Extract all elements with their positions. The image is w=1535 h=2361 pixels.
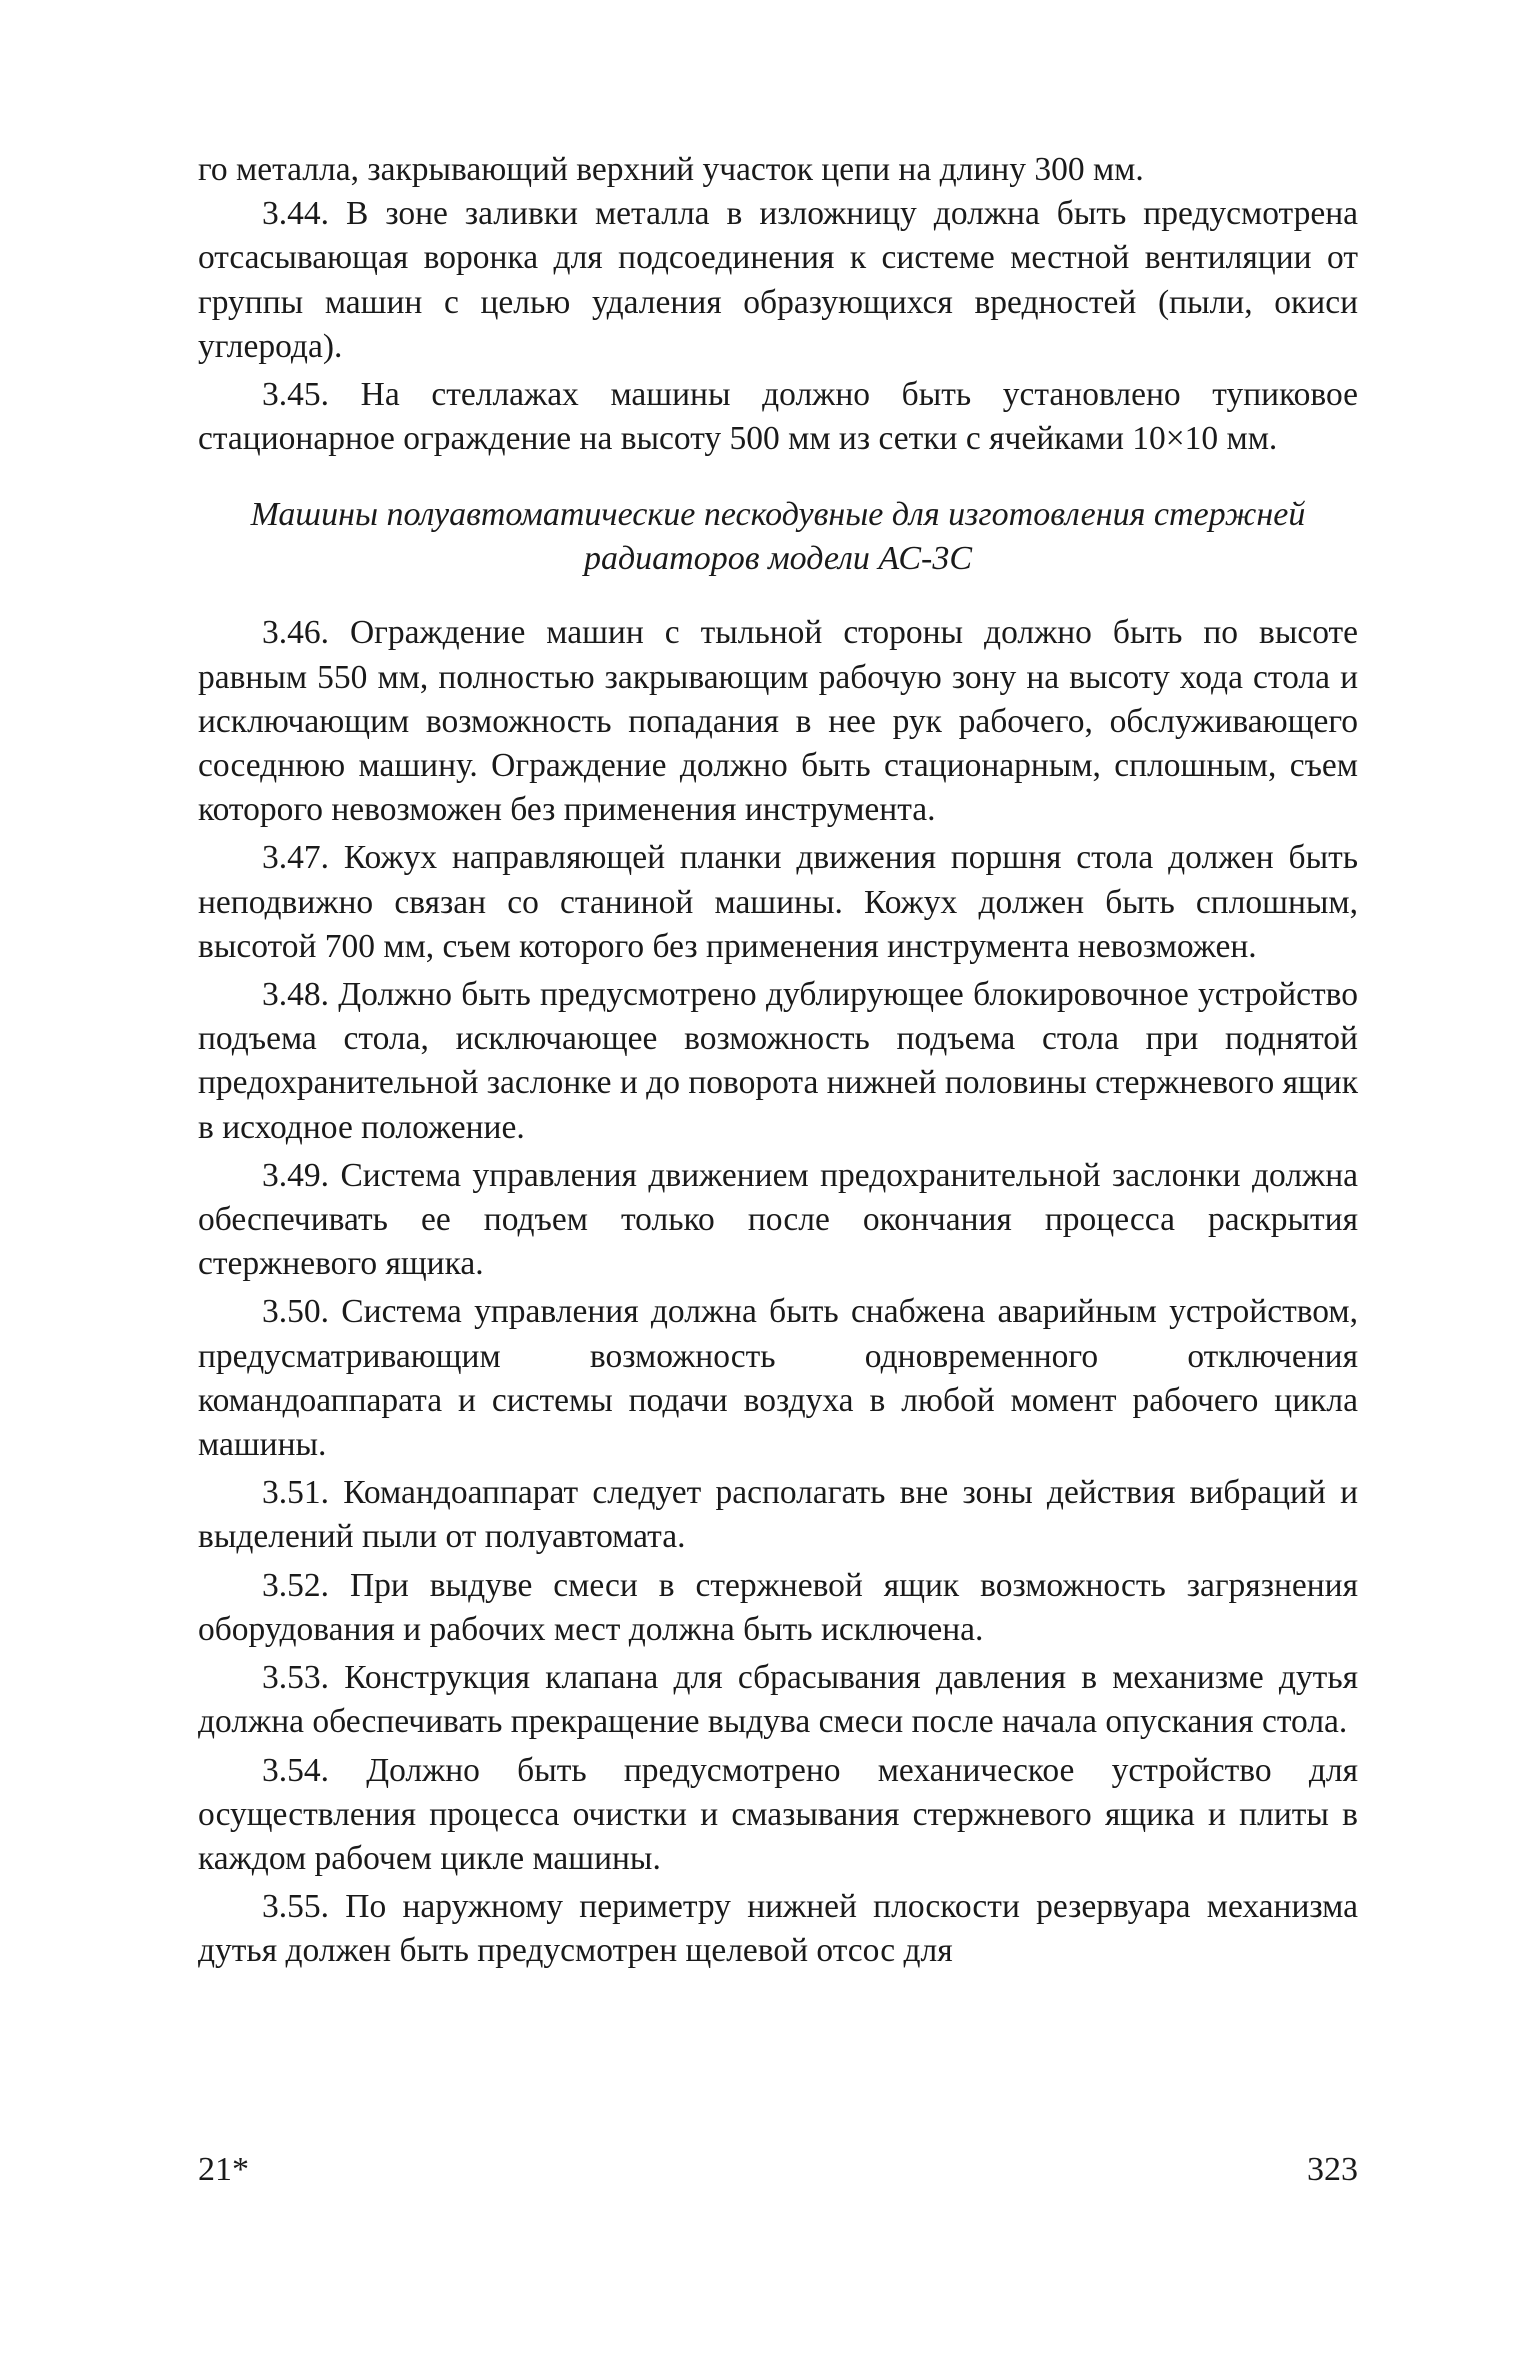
- paragraph-number: 3.50.: [262, 1293, 329, 1331]
- paragraph-3-53: [198, 1656, 1358, 1744]
- paragraph-text: Кожух направляющей планки движения поршня стола должен быть неподвижно связан со станиной машины. Кожух должен быть сплошным, высотой 700 мм, съем которого без применения инструмента невозможен.: [198, 839, 1358, 965]
- paragraph-text: Должно быть предусмотрено дублирующее блокировочное устройство подъема стола, исключающее возможность подъема стола при поднятой предохранительной заслонке и до поворота нижней половины стержневого ящик в исходное положение.: [198, 976, 1358, 1146]
- paragraph-number: 3.44.: [262, 195, 329, 233]
- paragraph-3-49: [198, 1154, 1358, 1287]
- paragraph-number: 3.51.: [262, 1474, 329, 1512]
- paragraph-3-51: [198, 1471, 1358, 1559]
- paragraph-3-55: [198, 1885, 1358, 1973]
- paragraph-text: Должно быть предусмотрено механическое устройство для осуществления процесса очистки и смазывания стержневого ящика и плиты в каждом рабочем цикле машины.: [198, 1751, 1358, 1877]
- paragraph-number: 3.55.: [262, 1888, 329, 1926]
- paragraph-3-47: [198, 836, 1358, 969]
- page-number: 323: [1307, 2151, 1358, 2188]
- paragraph-number: 3.48.: [262, 976, 329, 1014]
- paragraph-number: 3.47.: [262, 839, 329, 877]
- signature-mark: 21*: [198, 2151, 249, 2188]
- paragraph-text: Командоаппарат следует располагать вне зоны действия вибраций и выделений пыли от полуавтомата.: [198, 1474, 1359, 1556]
- continuation-paragraph: го металла, закрывающий верхний участок цепи на длину 300 мм.: [198, 151, 1144, 188]
- paragraph-3-54: [198, 1749, 1358, 1882]
- paragraph-3-44: [198, 192, 1358, 369]
- paragraph-text: В зоне заливки металла в изложницу должна быть предусмотрена отсасывающая воронка для подсоединения к системе местной вентиляции от группы машин с целью удаления образующихся вредностей (пыли, окиси углерода).: [198, 195, 1359, 365]
- paragraph-number: 3.53.: [262, 1659, 329, 1697]
- paragraph-text: При выдуве смеси в стержневой ящик возможность загрязнения оборудования и рабочих мест должна быть исключена.: [198, 1566, 1359, 1648]
- paragraph-3-45: [198, 373, 1358, 461]
- document-page: [198, 148, 1358, 1978]
- paragraph-3-52: [198, 1564, 1358, 1652]
- paragraph-number: 3.45.: [262, 376, 329, 414]
- paragraph-text: Ограждение машин с тыльной стороны должно быть по высоте равным 550 мм, полностью закрывающим рабочую зону на высоту хода стола и исключающим возможность попадания в нее рук рабочего, обслуживающего соседнюю машину. Ограждение должно быть стационарным, сплошным, съем которого невозможен без применения инструмента.: [198, 614, 1359, 829]
- paragraph-3-48: [198, 973, 1358, 1150]
- paragraph-3-46: [198, 611, 1358, 832]
- paragraph-text: Система управления должна быть снабжена аварийным устройством, предусматривающим возможность одновременного отключения командоаппарата и системы подачи воздуха в любой момент рабочего цикла машины.: [198, 1293, 1358, 1464]
- paragraph-text: На стеллажах машины должно быть установлено тупиковое стационарное ограждение на высоту 500 мм из сетки с ячейками 10×10 мм.: [198, 376, 1359, 458]
- paragraph-number: 3.46.: [262, 614, 329, 652]
- paragraph-text: Система управления движением предохранительной заслонки должна обеспечивать ее подъем только после окончания процесса раскрытия стержневого ящика.: [198, 1156, 1358, 1283]
- paragraph-number: 3.54.: [262, 1751, 329, 1789]
- paragraph-3-50: [198, 1290, 1358, 1467]
- paragraph-number: 3.52.: [262, 1566, 329, 1604]
- paragraph-text: Конструкция клапана для сбрасывания давления в механизме дутья должна обеспечивать прекращение выдува смеси после начала опускания стола.: [198, 1659, 1359, 1741]
- paragraph-number: 3.49.: [262, 1156, 329, 1194]
- section-heading: Машины полуавтоматические пескодувные для изготовления стержней радиаторов модели АС-3С: [250, 496, 1306, 578]
- paragraph-text: По наружному периметру нижней плоскости резервуара механизма дутья должен быть предусмотрен щелевой отсос для: [198, 1888, 1358, 1970]
